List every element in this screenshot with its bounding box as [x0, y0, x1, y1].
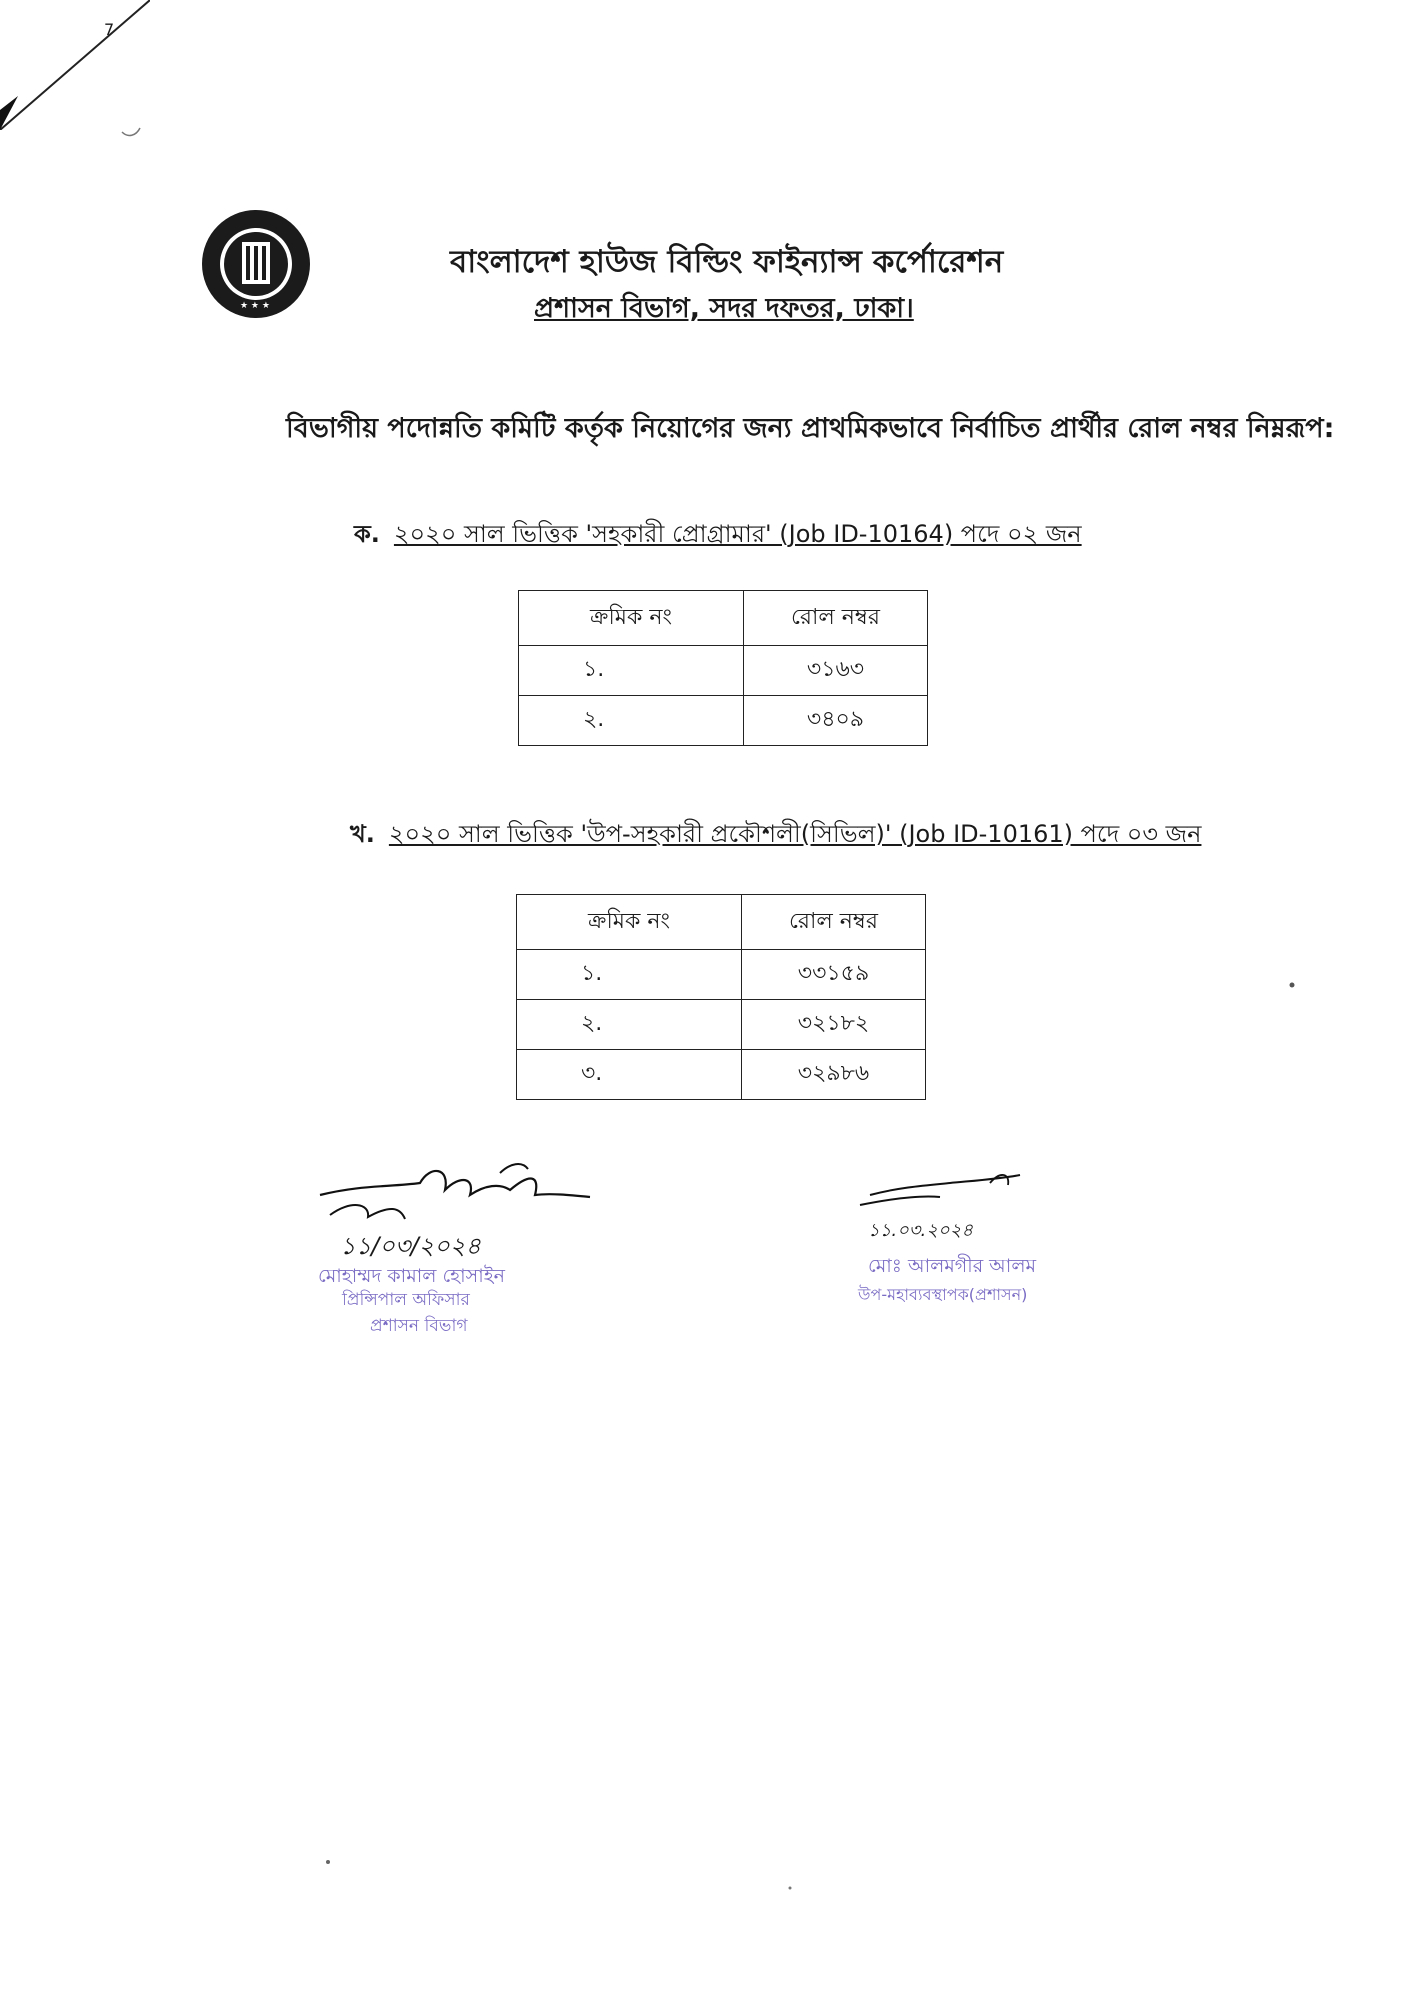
serial-cell: ৩.: [517, 1050, 742, 1100]
roll-cell: ৩৩১৫৯: [742, 950, 926, 1000]
serial-header: ক্রমিক নং: [519, 591, 744, 646]
serial-cell: ২.: [519, 696, 744, 746]
serial-cell: ২.: [517, 1000, 742, 1050]
serial-cell: ১.: [519, 646, 744, 696]
right-signature-date: ১১.০৩.২০২৪: [868, 1220, 974, 1241]
left-stamp-name: মোহাম্মদ কামাল হোসাইন: [318, 1265, 505, 1287]
section-b-title: ২০২০ সাল ভিত্তিক 'উপ-সহকারী প্রকৌশলী(সিভিল)' (Job ID-10161) পদে ০৩ জন: [388, 820, 1202, 848]
left-stamp-title: প্রিন্সিপাল অফিসার: [342, 1290, 470, 1310]
organization-name: বাংলাদেশ হাউজ বিল্ডিং ফাইন্যান্স কর্পোরেশন: [450, 244, 1004, 280]
section-a-label: ক.: [354, 520, 380, 548]
section-a-title: ২০২০ সাল ভিত্তিক 'সহকারী প্রোগ্রামার' (Job ID-10164) পদে ০২ জন: [393, 520, 1082, 548]
roll-cell: ৩২১৮২: [742, 1000, 926, 1050]
svg-text:★ ★ ★: ★ ★ ★: [240, 301, 270, 311]
section-b-label: খ.: [350, 820, 375, 848]
department-line: প্রশাসন বিভাগ, সদর দফতর, ঢাকা।: [534, 293, 914, 324]
left-signature-date: ১১/০৩/২০২৪: [340, 1232, 481, 1260]
serial-header: ক্রমিক নং: [517, 895, 742, 950]
notice-heading: বিভাগীয় পদোন্নতি কমিটি কর্তৃক নিয়োগের জন্য প্রাথমিকভাবে নির্বাচিত প্রার্থীর রোল নম্বর নিম্নরূপ:: [286, 413, 1335, 444]
roll-header: রোল নম্বর: [744, 591, 928, 646]
right-stamp-title: উপ-মহাব্যবস্থাপক(প্রশাসন): [858, 1285, 1028, 1304]
roll-cell: ৩৪০৯: [744, 696, 928, 746]
roll-cell: ৩১৬৩: [744, 646, 928, 696]
serial-cell: ১.: [517, 950, 742, 1000]
left-stamp-department: প্রশাসন বিভাগ: [370, 1316, 468, 1336]
roll-cell: ৩২৯৮৬: [742, 1050, 926, 1100]
page-number: 7: [104, 20, 115, 39]
roll-header: রোল নম্বর: [742, 895, 926, 950]
right-stamp-name: মোঃ আলমগীর আলম: [868, 1255, 1037, 1277]
